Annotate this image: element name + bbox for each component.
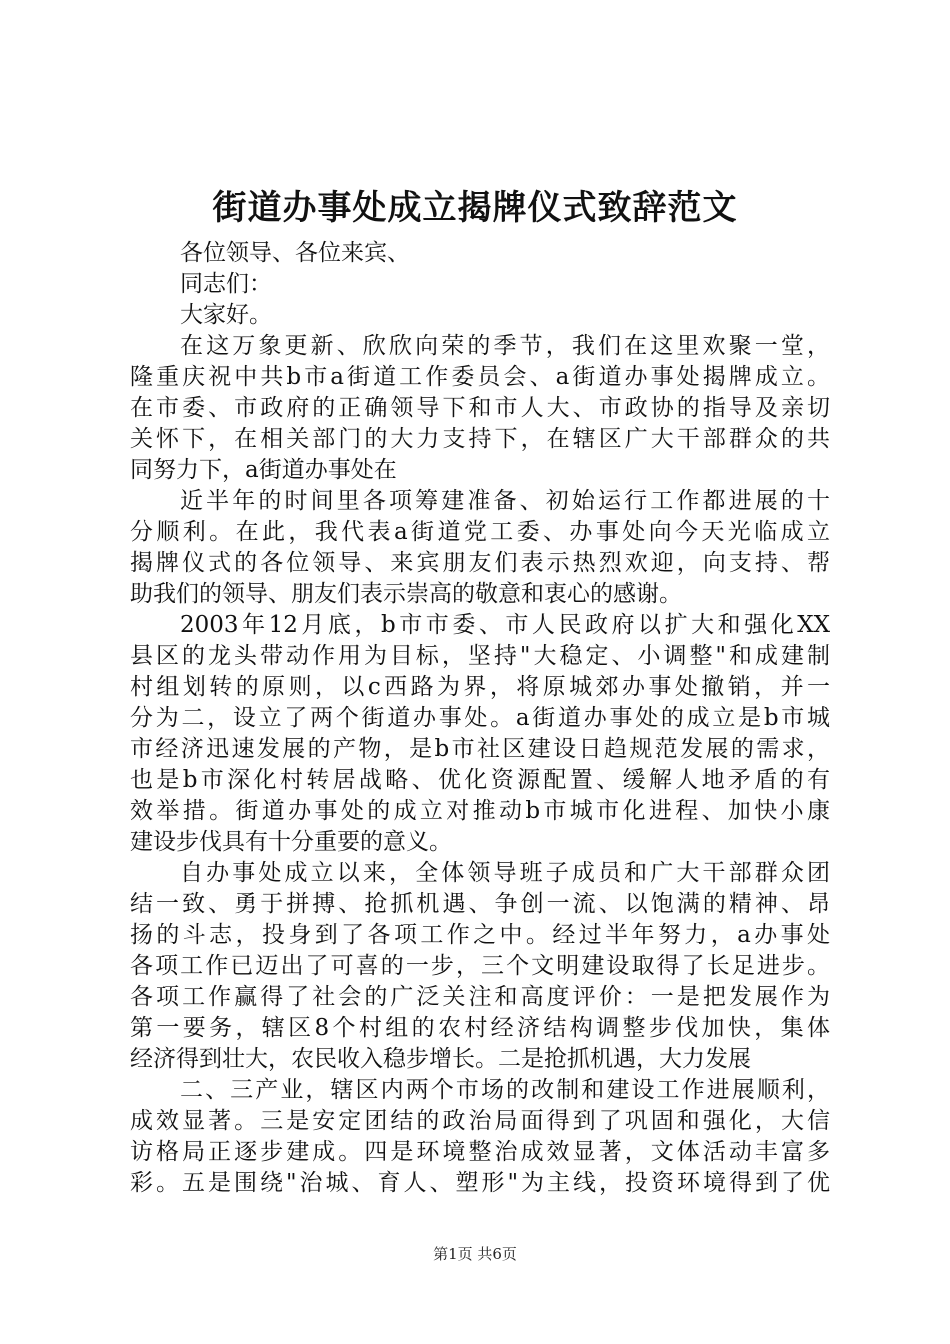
body-line: 分为二，设立了两个街道办事处。a街道办事处的成立是b市城	[130, 705, 830, 731]
body-line: 经济得到壮大，农民收入稳步增长。二是抢抓机遇，大力发展	[130, 1046, 751, 1072]
body-line: 分顺利。在此，我代表a街道党工委、办事处向今天光临成立	[130, 519, 830, 545]
page-footer: 第1页 共6页	[433, 1245, 517, 1263]
body-line: 二、三产业，辖区内两个市场的改制和建设工作进展顺利，	[180, 1077, 830, 1103]
body-line: 自办事处成立以来，全体领导班子成员和广大干部群众团	[180, 860, 830, 886]
body-line: 在市委、市政府的正确领导下和市人大、市政协的指导及亲切	[130, 395, 830, 421]
body-line: 市经济迅速发展的产物，是b市社区建设日趋规范发展的需求，	[130, 736, 830, 762]
body-line: 同志们：	[180, 271, 272, 297]
body-line: 大家好。	[180, 302, 272, 328]
body-line: 隆重庆祝中共b市a街道工作委员会、a街道办事处揭牌成立。	[130, 364, 830, 390]
body-line: 各项工作赢得了社会的广泛关注和高度评价：一是把发展作为	[130, 984, 830, 1010]
body-line: 同努力下，a街道办事处在	[130, 457, 397, 483]
body-line: 扬的斗志，投身到了各项工作之中。经过半年努力，a办事处	[130, 922, 830, 948]
body-line: 第一要务，辖区8个村组的农村经济结构调整步伐加快，集体	[130, 1015, 830, 1041]
body-line: 也是b市深化村转居战略、优化资源配置、缓解人地矛盾的有	[130, 767, 830, 793]
body-line: 助我们的领导、朋友们表示崇高的敬意和衷心的感谢。	[130, 581, 682, 607]
body-line: 效举措。街道办事处的成立对推动b市城市化进程、加快小康	[130, 798, 830, 824]
body-line: 结一致、勇于拼搏、抢抓机遇、争创一流、以饱满的精神、昂	[130, 891, 830, 917]
body-line: 县区的龙头带动作用为目标，坚持"大稳定、小调整"和成建制	[130, 643, 830, 669]
body-line: 关怀下，在相关部门的大力支持下，在辖区广大干部群众的共	[130, 426, 830, 452]
body-line: 揭牌仪式的各位领导、来宾朋友们表示热烈欢迎，向支持、帮	[130, 550, 830, 576]
document-body	[130, 238, 830, 1199]
body-line: 成效显著。三是安定团结的政治局面得到了巩固和强化，大信	[130, 1108, 830, 1134]
body-line: 建设步伐具有十分重要的意义。	[130, 829, 452, 855]
body-line: 访格局正逐步建成。四是环境整治成效显著，文体活动丰富多	[130, 1139, 830, 1165]
body-line: 各项工作已迈出了可喜的一步，三个文明建设取得了长足进步。	[130, 953, 830, 979]
body-line: 2003年12月底，b市市委、市人民政府以扩大和强化XX	[180, 612, 830, 638]
body-line: 彩。五是围绕"治城、育人、塑形"为主线，投资环境得到了优	[130, 1170, 830, 1196]
body-line: 各位领导、各位来宾、	[180, 240, 410, 266]
body-line: 村组划转的原则，以c西路为界，将原城郊办事处撤销，并一	[130, 674, 830, 700]
document-title: 街道办事处成立揭牌仪式致辞范文	[212, 188, 738, 228]
body-line: 在这万象更新、欣欣向荣的季节，我们在这里欢聚一堂，	[180, 333, 830, 359]
body-line: 近半年的时间里各项筹建准备、初始运行工作都进展的十	[180, 488, 830, 514]
